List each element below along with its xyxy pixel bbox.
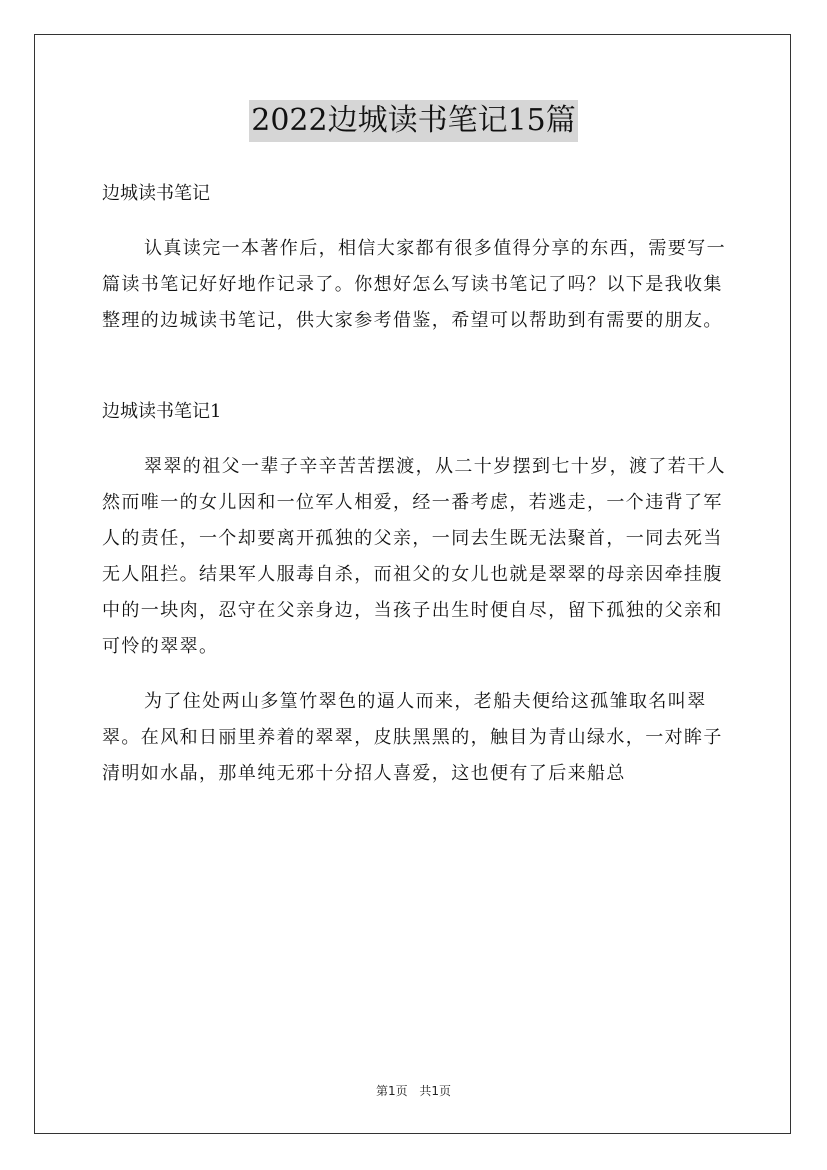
intro-paragraph: 认真读完一本著作后，相信大家都有很多值得分享的东西，需要写一篇读书笔记好好地作记录了。你想好怎么写读书笔记了吗？以下是我收集整理的边城读书笔记，供大家参考借鉴，希望可以帮助到有需要的朋友。 bbox=[102, 238, 726, 331]
document-title: 2022边城读书笔记15篇 bbox=[249, 100, 578, 142]
page-number: 第1页 bbox=[375, 1084, 408, 1098]
total-pages: 共1页 bbox=[419, 1084, 452, 1098]
section1-heading: 边城读书笔记1 bbox=[102, 401, 222, 422]
intro-heading: 边城读书笔记 bbox=[102, 183, 210, 204]
section1-paragraph-2: 为了住处两山多篁竹翠色的逼人而来，老船夫便给这孤雏取名叫翠翠。在风和日丽里养着的翠翠，皮肤黑黑的，触目为青山绿水，一对眸子清明如水晶，那单纯无邪十分招人喜爱，这也便有了后来船总 bbox=[102, 691, 723, 784]
section1-paragraph-1: 翠翠的祖父一辈子辛辛苦苦摆渡，从二十岁摆到七十岁，渡了若干人然而唯一的女儿因和一位军人相爱，经一番考虑，若逃走，一个违背了军人的责任，一个却要离开孤独的父亲，一同去生既无法聚首，一同去死当无人阻拦。结果军人服毒自杀，而祖父的女儿也就是翠翠的母亲因牵挂腹中的一块肉，忍守在父亲身边，当孩子出生时便自尽，留下孤独的父亲和可怜的翠翠。 bbox=[102, 456, 726, 657]
page-footer bbox=[0, 1082, 827, 1099]
title-wrap bbox=[0, 100, 827, 142]
document-body bbox=[102, 176, 728, 792]
